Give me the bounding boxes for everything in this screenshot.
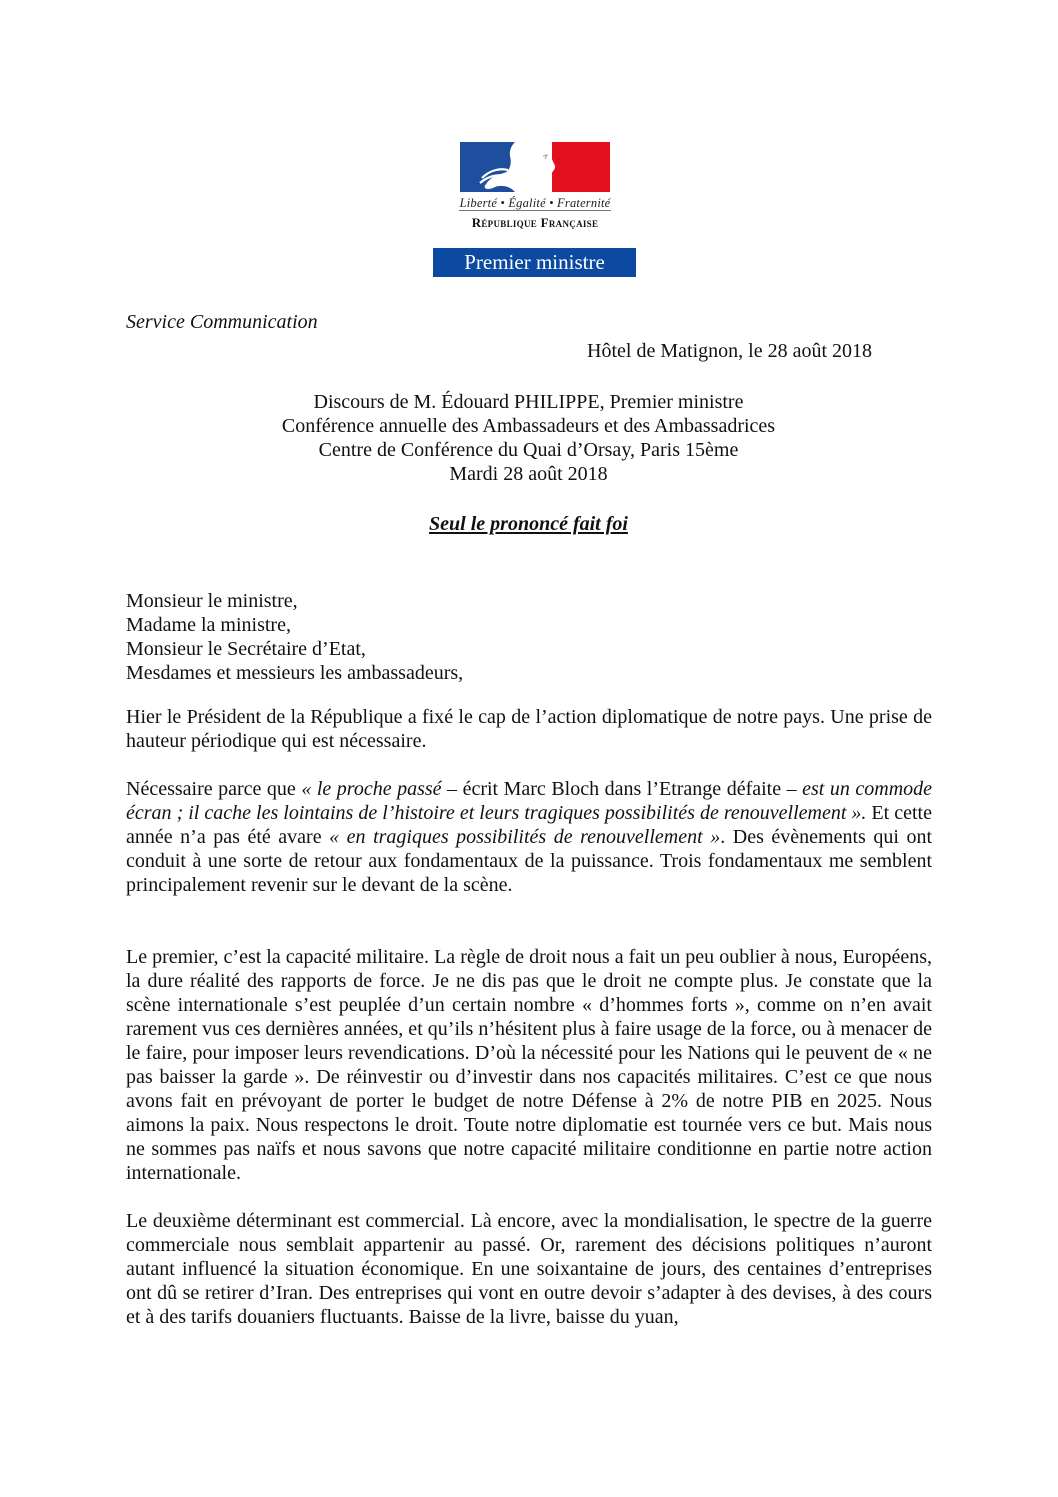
body-paragraph (126, 1209, 932, 1329)
paragraph-text: Nécessaire parce que (126, 778, 302, 800)
speech-title: Discours de M. Édouard PHILIPPE, Premier ministre (313, 391, 744, 413)
salutation-line: Monsieur le Secrétaire d’Etat, (126, 638, 366, 660)
speech-date: Mardi 28 août 2018 (449, 463, 608, 485)
premier-ministre-banner: Premier ministre (433, 248, 636, 277)
conference-name: Conférence annuelle des Ambassadeurs et des Ambassadrices (281, 415, 776, 437)
service-label: Service Communication (126, 311, 318, 333)
marianne-flag-icon (460, 142, 610, 192)
salutations (126, 589, 463, 685)
disclaimer (126, 512, 931, 536)
salutation-line: Madame la ministre, (126, 614, 291, 636)
paragraph-text: Et cette année n’a pas été avare (126, 802, 932, 848)
salutation-line: Monsieur le ministre, (126, 590, 298, 612)
speech-header (126, 390, 931, 486)
paragraph-text: Le premier, c’est la capacité militaire. La règle de droit nous a fait un peu oublier à nous, Européens, la dure réalité des rapports de force. Je ne dis pas que le droit ne compte plus. Je constate que la scène internationale s’est peuplée d’un certain nombre « d’hommes forts », comme on n’en avait rarement vus ces dernières années, et qu’ils n’hésitent plus à faire usage de la force, ou à menacer de le faire, pour imposer leurs revendications. D’où la nécessité pour les Nations qui le peuvent de « ne pas baisser la garde ». De réinvestir ou d’investir dans nos capacités militaires. C’est ce que nous avons fait en prévoyant de porter le budget de notre Défense à 2% de notre PIB en 2025. Nous aimons la paix. Nous respectons le droit. Toute notre diplomatie est tournée vers ce but. Mais nous ne sommes pas naïfs et nous savons que notre capacité militaire conditionne en partie notre action internationale. (126, 946, 932, 1184)
disclaimer-text: Seul le prononcé fait foi (429, 513, 628, 535)
flag-red-band (552, 142, 610, 192)
quoted-text: « en tragiques possibilités de renouvellement » (329, 826, 721, 848)
republic-label: République Française (471, 215, 599, 230)
venue: Centre de Conférence du Quai d’Orsay, Paris 15ème (318, 439, 739, 461)
paragraph-text: – écrit Marc Bloch dans l’Etrange défaite – (441, 778, 803, 800)
body-paragraph (126, 777, 932, 897)
paragraph-text: Le deuxième déterminant est commercial. Là encore, avec la mondialisation, le spectre de la guerre commerciale nous semblait appartenir au passé. Or, rarement des décisions politiques n’auront autant influencé la situation économique. En une soixantaine de jours, des centaines d’entreprises ont dû se retirer d’Iran. Des entreprises qui vont en outre devoir s’adapter à des devises, à des cours et à des tarifs douaniers fluctuants. Baisse de la livre, baisse du yuan, (126, 1210, 932, 1328)
quoted-text: « le proche passé (301, 778, 442, 800)
dateline: Hôtel de Matignon, le 28 août 2018 (587, 340, 872, 362)
republique-francaise-logo (433, 140, 637, 280)
body-paragraph (126, 945, 932, 1185)
salutation-line: Mesdames et messieurs les ambassadeurs, (126, 662, 464, 684)
motto-text: Liberté • Égalité • Fraternité (459, 196, 611, 210)
body-paragraph (126, 705, 932, 753)
paragraph-text: . Des évènements qui ont conduit à une sorte de retour aux fondamentaux de la puissance. Trois fondamentaux me semblent principalement revenir sur le devant de la scène. (126, 826, 932, 896)
quoted-text: est un commode écran ; il cache les lointains de l’histoire et leurs tragiques possibilités de renouvellement ». (126, 778, 933, 824)
paragraph-text: Hier le Président de la République a fixé le cap de l’action diplomatique de notre pays. Une prise de hauteur périodique qui est nécessaire. (126, 706, 932, 752)
motto-divider (459, 210, 611, 211)
